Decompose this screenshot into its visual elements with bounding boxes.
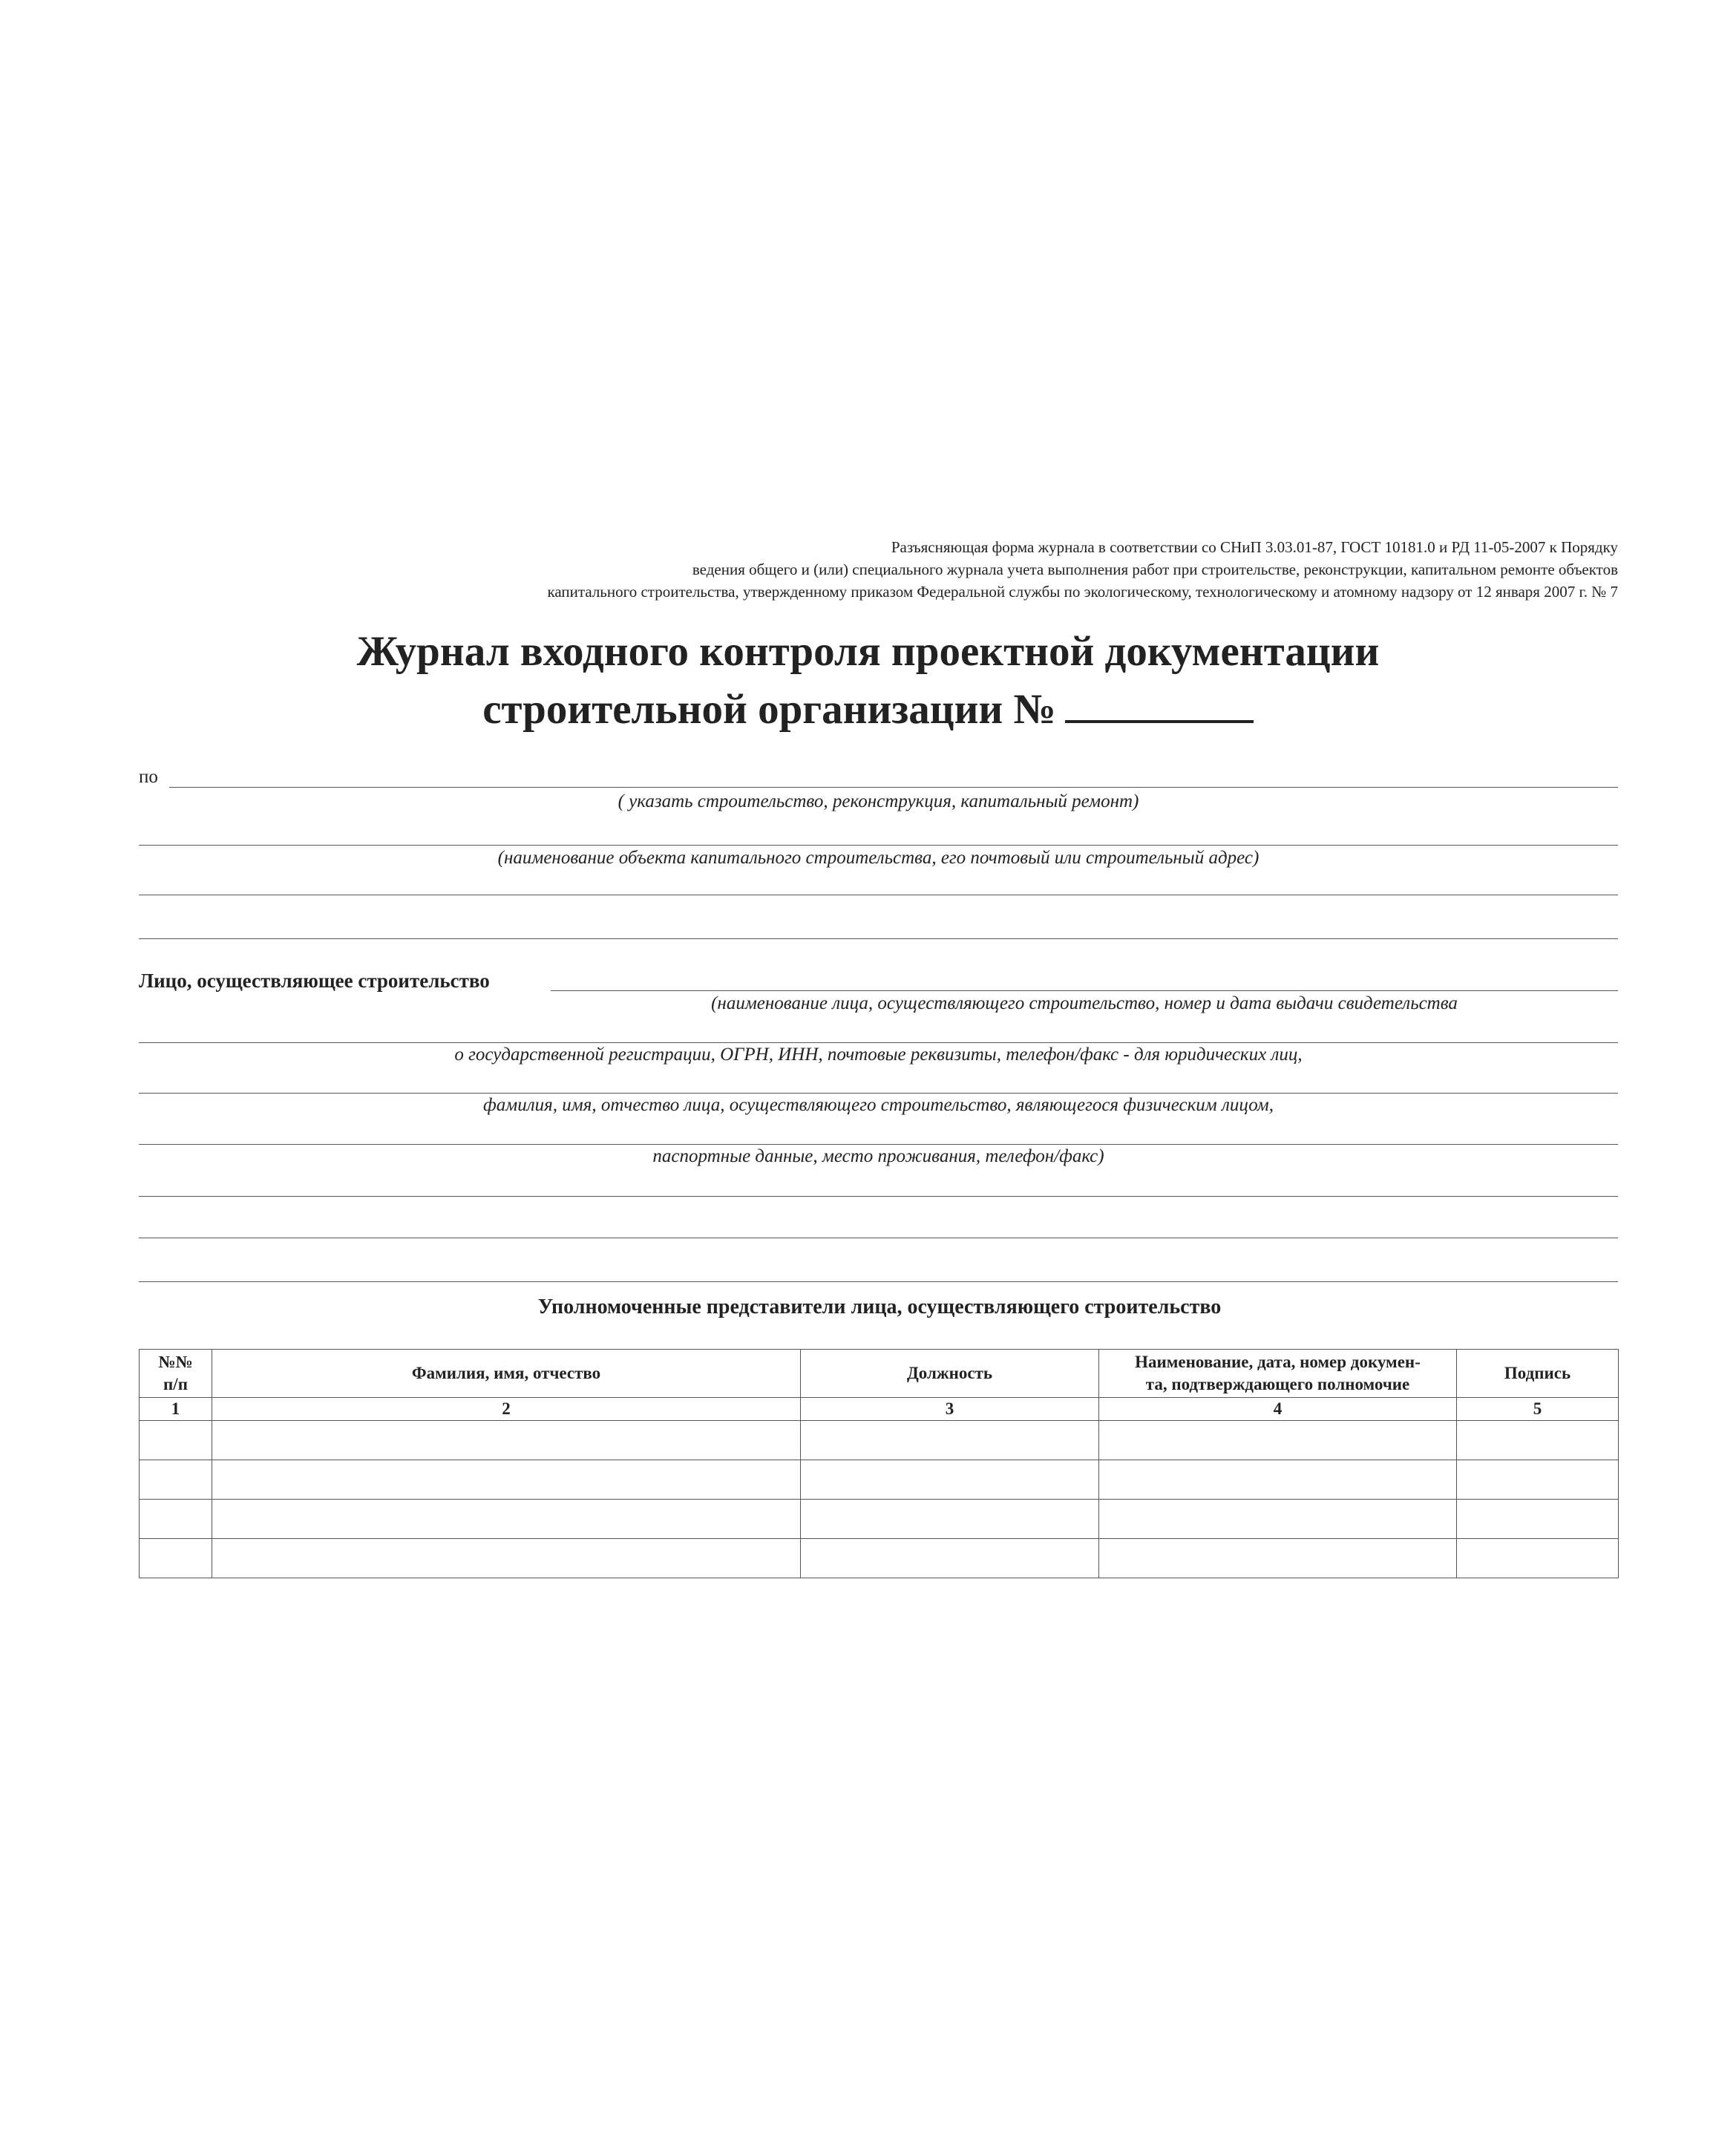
object-extra-field[interactable] bbox=[139, 938, 1618, 939]
column-number: 2 bbox=[212, 1398, 801, 1421]
object-name-field[interactable] bbox=[139, 845, 1618, 846]
table-cell[interactable] bbox=[801, 1539, 1099, 1578]
header-note-line: капитального строительства, утвержденному приказом Федеральной службы по экологическому, технологическому и атомному надзору от 12 января 2007 г. № 7 bbox=[547, 583, 1618, 601]
table-cell[interactable] bbox=[1099, 1500, 1457, 1539]
journal-title-text: строительной организации № bbox=[482, 686, 1056, 733]
table-cell[interactable] bbox=[801, 1421, 1099, 1460]
column-number: 3 bbox=[801, 1398, 1099, 1421]
column-number: 1 bbox=[140, 1398, 212, 1421]
journal-number-field[interactable] bbox=[1065, 683, 1254, 723]
journal-title-line2 bbox=[0, 680, 1736, 739]
builder-hint-4: паспортные данные, место проживания, телефон/факс) bbox=[652, 1146, 1104, 1166]
table-cell[interactable] bbox=[1099, 1460, 1457, 1500]
representatives-table bbox=[139, 1349, 1619, 1578]
table-cell[interactable] bbox=[1457, 1500, 1619, 1539]
builder-field-5[interactable] bbox=[139, 1196, 1618, 1197]
builder-hint-2: о государственной регистрации, ОГРН, ИНН, почтовые реквизиты, телефон/факс - для юридических лиц, bbox=[454, 1045, 1303, 1065]
table-cell[interactable] bbox=[140, 1460, 212, 1500]
column-number: 4 bbox=[1099, 1398, 1457, 1421]
header-note bbox=[371, 536, 1618, 603]
builder-hint-3: фамилия, имя, отчество лица, осуществляющего строительство, являющегося физическим лицом, bbox=[483, 1095, 1274, 1115]
table-cell[interactable] bbox=[140, 1500, 212, 1539]
table-cell[interactable] bbox=[140, 1539, 212, 1578]
table-cell[interactable] bbox=[140, 1421, 212, 1460]
header-note-line: Разъясняющая форма журнала в соответствии со СНиП 3.03.01-87, ГОСТ 10181.0 и РД 11-05-2007 к Порядку bbox=[891, 538, 1618, 556]
object-name-hint: (наименование объекта капитального строительства, его почтовый или строительный адрес) bbox=[497, 848, 1260, 868]
work-type-hint: ( указать строительство, реконструкция, капитальный ремонт) bbox=[618, 791, 1139, 811]
builder-name-field[interactable] bbox=[551, 990, 1618, 991]
column-header-full-name: Фамилия, имя, отчество bbox=[212, 1350, 801, 1398]
table-cell[interactable] bbox=[801, 1500, 1099, 1539]
builder-label: Лицо, осуществляющее строительство bbox=[139, 970, 490, 992]
table-row bbox=[140, 1539, 1619, 1578]
builder-hint-1: (наименование лица, осуществляющего строительство, номер и дата выдачи свидетельства bbox=[711, 993, 1458, 1013]
column-header-signature: Подпись bbox=[1457, 1350, 1619, 1398]
representatives-title: Уполномоченные представители лица, осуществляющего строительство bbox=[537, 1295, 1222, 1318]
table-cell[interactable] bbox=[1457, 1421, 1619, 1460]
table-header-row bbox=[140, 1350, 1619, 1398]
column-number-row bbox=[140, 1398, 1619, 1421]
table-row bbox=[140, 1421, 1619, 1460]
table-row bbox=[140, 1460, 1619, 1500]
table-cell[interactable] bbox=[1099, 1421, 1457, 1460]
column-number: 5 bbox=[1457, 1398, 1619, 1421]
journal-title-line1: Журнал входного контроля проектной документации bbox=[356, 628, 1380, 675]
work-type-field[interactable] bbox=[169, 787, 1618, 788]
column-header-authority-document: Наименование, дата, номер докумен- та, подтверждающего полномочие bbox=[1099, 1350, 1457, 1398]
column-header-position: Должность bbox=[801, 1350, 1099, 1398]
po-label: по bbox=[139, 767, 158, 787]
column-header-number: №№ п/п bbox=[140, 1350, 212, 1398]
table-cell[interactable] bbox=[212, 1421, 801, 1460]
table-cell[interactable] bbox=[212, 1460, 801, 1500]
table-cell[interactable] bbox=[1099, 1539, 1457, 1578]
builder-field-7[interactable] bbox=[139, 1281, 1618, 1282]
table-cell[interactable] bbox=[801, 1460, 1099, 1500]
header-note-line: ведения общего и (или) специального журнала учета выполнения работ при строительстве, реконструкции, капитальном ремонте объектов bbox=[692, 560, 1618, 578]
table-cell[interactable] bbox=[212, 1539, 801, 1578]
table-cell[interactable] bbox=[212, 1500, 801, 1539]
table-cell[interactable] bbox=[1457, 1539, 1619, 1578]
table-cell[interactable] bbox=[1457, 1460, 1619, 1500]
table-row bbox=[140, 1500, 1619, 1539]
